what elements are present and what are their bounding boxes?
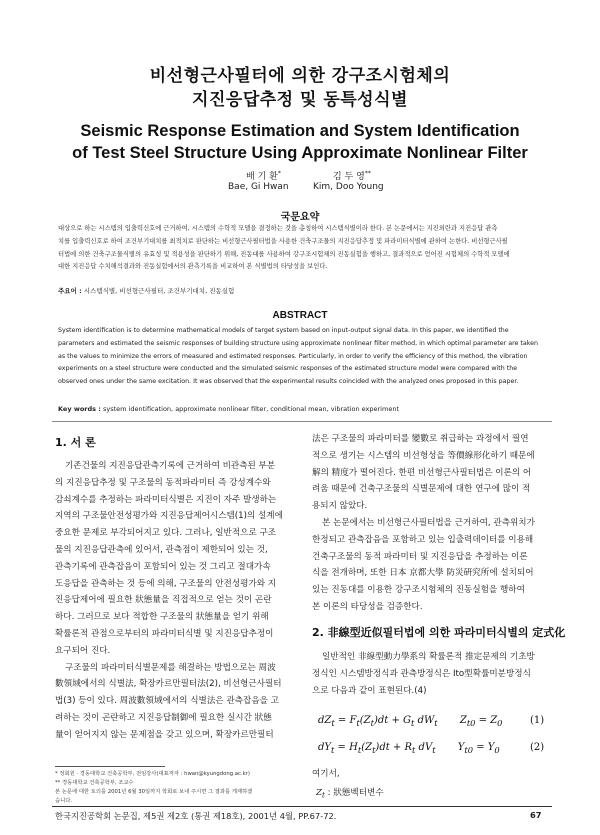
body-text-line: 요구되어 진다.: [55, 645, 111, 656]
body-text-line: 일반적인 非線型動力學系의 확률론적 推定문제의 기초방: [322, 652, 535, 662]
body-text-line: 건축구조물의 동적 파라미터 및 지진응답을 추정하는 이론: [312, 551, 528, 562]
english-abstract-line: experiments on a steel structure were conducted and the simulated seismic responses of the estimated structure model were compared with the: [58, 365, 518, 373]
korean-keywords-label: 주요어 :: [58, 287, 82, 295]
right-column-body-2: [312, 649, 552, 699]
body-text-line: 정식인 시스템방정식과 관측방정식은 Ito型확률미분방정식: [312, 668, 531, 679]
body-text-line: 으로 다음과 같이 표현된다.(4): [312, 685, 427, 696]
body-text-line: 용되지 않았다.: [312, 501, 368, 512]
section1-heading: 1. 서 론: [55, 436, 96, 449]
abstract-divider: [52, 421, 552, 422]
body-text-line: 법(3) 등이 있다. 周波數領域에서의 식별法은 관측잡음을 고: [55, 696, 279, 707]
body-text-line: 의 지진응답추정 및 구조물의 동적파라미터 즉 강성계수와: [55, 477, 271, 488]
body-text-line: 기존건물의 지진응답관측기록에 근거하여 비관측된 부분: [65, 461, 276, 471]
footnote-line: ** 경동대학교 건축공학부, 조교수: [55, 780, 134, 786]
title-english-line2: of Test Steel Structure Using Approximate Nonlinear Filter: [72, 144, 528, 162]
body-text-line: 관측기록에 관측잡음이 포함되어 있는 것 그리고 절대가속: [55, 561, 271, 572]
equation-1: $dZ_t = F_t(Z_t)dt + G_t$ $dW_t$ $Z_{t0} = Z_0$: [318, 715, 503, 728]
english-abstract-line: parameters and estimated the seismic responses of building structure using approximate nonlinear filter method, in which optimal parameter are taken: [58, 339, 539, 347]
right-column-body: [312, 431, 552, 616]
title-korean-line2: 지진응답추정 및 동특성식별: [192, 90, 408, 110]
korean-abstract-line: 대상으로 하는 시스템의 입출력신호에 근거하여, 시스템의 수학적 모델을 결정하는 것을 총칭하여 시스템식별이라 한다. 본 논문에서는 지진외란과 지진응답 관측: [58, 225, 498, 232]
footer-citation: 한국지진공학회 논문집, 제5권 제2호 (통권 제18호), 2001년 4월, PP.67-72.: [55, 811, 337, 821]
body-text-line: 려움 때문에 건축구조물의 식별문제에 대한 연구에 많이 적: [312, 484, 531, 495]
footnote-line: 습니다.: [55, 798, 73, 804]
english-abstract-line: as the values to minimize the errors of measured and estimated responses. Particularly, in order to verify the efficiency of this method, the vibration: [58, 352, 528, 360]
left-column-body: [55, 458, 291, 744]
state-vector-definition: $Z_t$ : 狀態벡터변수: [316, 788, 384, 800]
body-text-line: 數領域에서의 식별法, 확장카르만필터法(2), 비선형근사필터: [55, 679, 282, 690]
footnotes: [55, 770, 295, 806]
english-abstract-line: System identification is to determine mathematical models of target system based on input-output signal data. In this paper, we identified the: [58, 327, 509, 334]
body-text-line: 지역의 구조물안전성평가와 지진응답제어시스템(1)의 설계에: [55, 511, 283, 522]
author1-korean: 배 기 환*: [246, 170, 281, 182]
body-text-line: 물의 지진응답관측에 있어서, 관측점이 제한되어 있는 것,: [55, 544, 268, 555]
english-abstract-heading: ABSTRACT: [272, 310, 328, 321]
section2-heading: 2. 非線型近似필터법에 의한 파라미터식별의 定式化: [312, 626, 566, 639]
body-text-line: 解의 精度가 떨어진다. 한편 비선형근사필터법은 이론의 어: [312, 467, 532, 478]
body-text-line: 려하는 것이 곤란하고 지진응답制御에 필요한 실시간 狀態: [55, 712, 272, 723]
body-text-line: 감쇠계수를 추정하는 파라미터식별은 지진이 자주 발생하는: [55, 494, 277, 505]
author1-mark: *: [277, 170, 281, 177]
korean-abstract-body: [58, 223, 548, 274]
english-keywords: [58, 405, 399, 413]
body-text-line: 한정되고 관측잡음을 포함하고 있는 입출력데이터를 이용해: [312, 534, 534, 545]
body-text-line: 量이 얻어지지 않는 문제점을 갖고 있으며, 확장카르만필터: [55, 729, 274, 740]
body-text-line: 도응답을 관측하는 것 등에 의해, 구조물의 안전성평가와 지: [55, 578, 277, 589]
korean-keywords: [58, 286, 234, 295]
english-abstract-line: observed ones under the same excitation. It was observed that the experimental results coincided with the analyzed ones proposed in this paper.: [58, 378, 519, 386]
title-english-line1: Seismic Response Estimation and System Identification: [80, 122, 520, 140]
footnote-divider: [55, 766, 165, 767]
body-text-line: 적으로 생기는 시스템의 비선형성을 等價線形化하기 때문에: [312, 450, 535, 461]
korean-abstract-line: 대한 지진응답 수치해석결과와 진동실험에서의 관측기록을 비교하여 본 식별법의 타당성을 보인다.: [58, 263, 328, 271]
body-text-line: 중요한 문제로 부각되어지고 있다. 그러나, 일반적으로 구조: [55, 528, 277, 539]
english-keywords-label: Key words :: [58, 405, 101, 413]
body-text-line: 식을 전개하며, 또한 日本 京都大學 防災硏究所에 설치되어: [312, 568, 534, 579]
author2-english: Kim, Doo Young: [313, 182, 384, 192]
footnote-line: 본 논문에 대한 토의를 2001년 6월 30일까지 학회로 보내 주시면 그 결과를 게재하겠: [55, 789, 253, 795]
body-text-line: 본 논문에서는 비선형근사필터법을 근거하여, 관측위치가: [322, 517, 535, 528]
author2-korean: 김 두 영**: [333, 170, 371, 182]
english-keywords-text: system identification, approximate nonlinear filter, conditional mean, vibration experiment: [102, 405, 399, 413]
equation-2: $dY_t = H_t(Z_t)dt + R_t$ $dV_t$ $Y_{t0} = Y_0$: [318, 742, 500, 755]
korean-abstract-heading: 국문요약: [280, 212, 320, 223]
author2-mark: **: [364, 170, 371, 177]
korean-keywords-text: 시스템식별, 비선형근사필터, 조건부기대치, 진동실험: [83, 287, 235, 295]
title-korean-line1: 비선형근사필터에 의한 강구조시험체의: [149, 66, 451, 86]
body-text-line: 확률론적 관점으로부터의 파라미터식별 및 지진응답추정이: [55, 628, 274, 639]
body-text-line: 있는 진동대를 이용한 강구조시험체의 진동실험을 행하여: [312, 585, 525, 596]
korean-abstract-line: 터법에 의한 건축구조물식별의 유효성 및 적용성을 판단하기 위해, 진동대를 사용하여 강구조시험체의 진동실험을 행하고, 결과적으로 얻어진 시험체의 수학적 모델에: [58, 250, 510, 258]
body-text-line: 法은 구조물의 파라미터를 變數로 취급하는 과정에서 필연: [312, 434, 529, 444]
body-text-line: 구조물의 파라미터식별문제를 해결하는 방법으로는 周波: [65, 662, 276, 673]
where-label: 여기서,: [312, 769, 340, 779]
equation-2-number: (2): [530, 742, 545, 753]
footnote-line: * 정회원 · 경동대학교 건축공학부, 전임강사(대표저자 : hwan@kyungdong.ac.kr): [55, 771, 250, 777]
footer-divider: [52, 806, 552, 807]
page-number: 67: [530, 810, 542, 820]
english-abstract-body: [58, 325, 548, 389]
author1-english: Bae, Gi Hwan: [228, 182, 289, 192]
body-text-line: 본 이론의 타당성을 검증한다.: [312, 601, 423, 612]
body-text-line: 진응답제어에 필요한 狀態量을 직접적으로 얻는 것이 곤란: [55, 595, 272, 606]
korean-abstract-line: 치를 입출력신호로 하여 조건부기대치를 최적치로 판단하는 비선형근사필터법을 사용한 건축구조물의 지진응답추정 및 파라미터식별에 관하여 논한다. 비선형근사필: [58, 237, 508, 245]
equation-1-number: (1): [530, 715, 545, 726]
body-text-line: 하다. 그러므로 보다 적합한 구조물의 狀態量을 얻기 위해: [55, 612, 269, 623]
